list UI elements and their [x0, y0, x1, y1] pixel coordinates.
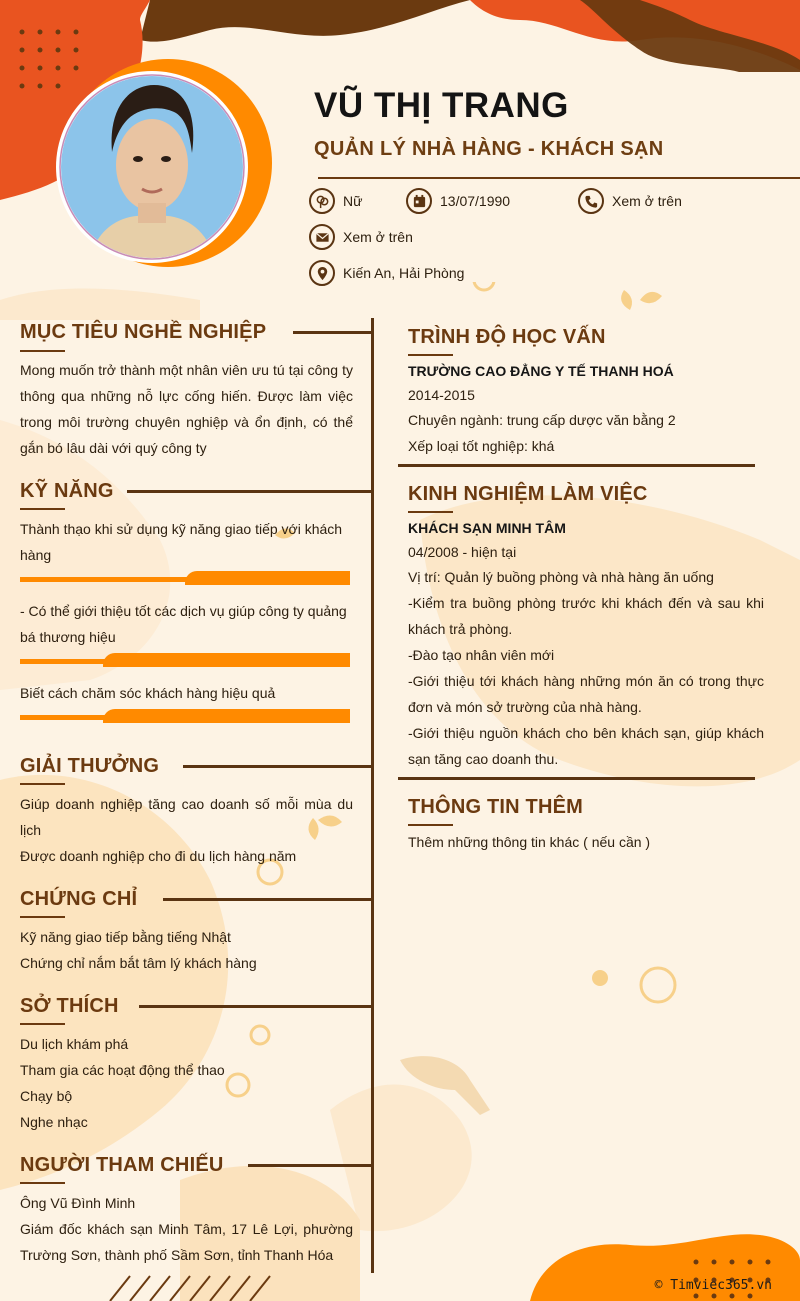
location-pin-icon: [309, 260, 335, 286]
hobby-item-1: Du lịch khám phá: [20, 1036, 129, 1052]
contact-email-value[interactable]: Xem ở trên: [343, 229, 413, 245]
education-title: TRÌNH ĐỘ HỌC VẤN: [408, 326, 606, 348]
contact-gender-value: Nữ: [343, 193, 363, 209]
experience-title: KINH NGHIỆM LÀM VIỆC: [408, 483, 648, 505]
skill-level-bar-1: [20, 571, 350, 585]
hobby-item-2: Tham gia các hoạt động thể thao: [20, 1062, 225, 1078]
experience-duty-4: -Giới thiệu nguồn khách cho bên khách sạn, giúp khách sạn tăng cao doanh thu.: [408, 725, 764, 767]
contact-phone: [578, 188, 682, 214]
skill-item-2: - Có thể giới thiệu tốt các dịch vụ giúp công ty quảng bá thương hiệu: [20, 603, 347, 645]
more-info-title: THÔNG TIN THÊM: [408, 796, 584, 818]
contact-gender: [309, 188, 362, 214]
profile-photo: [50, 57, 290, 277]
more-info-text: Thêm những thông tin khác ( nếu cần ): [408, 834, 651, 850]
certificates-title: CHỨNG CHỈ: [20, 888, 138, 910]
career-goal-text: Mong muốn trở thành một nhân viên ưu tú tại công ty thông qua những nỗ lực cống hiến. Được làm việc trong môi trường chuyên nghiệp và ổn định, có thể gắn bó lâu dài với quý công ty: [20, 362, 353, 456]
column-divider: [371, 318, 374, 1273]
skill-item-1: Thành thạo khi sử dụng kỹ năng giao tiếp với khách hàng: [20, 521, 343, 563]
experience-duty-3: -Giới thiệu tới khách hàng những món ăn có trong thực đơn và món sở trường của nhà hàng.: [408, 673, 764, 715]
footer-watermark: © Timviec365.vn: [654, 1278, 772, 1293]
experience-duty-2: -Đào tạo nhân viên mới: [408, 647, 555, 663]
skills-rule: [127, 490, 373, 493]
education-major: Chuyên ngành: trung cấp dược văn bằng 2: [408, 412, 676, 428]
contact-email: [309, 224, 413, 250]
career-goal-rule: [293, 331, 373, 334]
hobbies-title-underline: [20, 1023, 65, 1025]
contact-address-value: Kiến An, Hải Phòng: [343, 265, 465, 281]
education-period: 2014-2015: [408, 387, 475, 403]
award-item-1: Giúp doanh nghiệp tăng cao doanh số mỗi mùa du lịch: [20, 796, 353, 838]
profile-photo-frame: [50, 57, 290, 277]
certificate-item-2: Chứng chỉ nắm bắt tâm lý khách hàng: [20, 955, 257, 971]
skill-level-bar-3: [20, 709, 350, 723]
education-bottom-rule: [398, 464, 755, 467]
hobbies-rule: [139, 1005, 373, 1008]
hobby-item-3: Chạy bộ: [20, 1088, 73, 1104]
gender-icon: [309, 188, 335, 214]
references-title-underline: [20, 1182, 65, 1184]
awards-rule: [183, 765, 373, 768]
hobby-item-4: Nghe nhạc: [20, 1114, 88, 1130]
awards-title: GIẢI THƯỞNG: [20, 755, 160, 777]
experience-bottom-rule: [398, 777, 755, 780]
skill-level-fill: [185, 571, 350, 585]
education-title-underline: [408, 354, 453, 356]
experience-company: KHÁCH SẠN MINH TÂM: [408, 520, 566, 536]
reference-detail: Giám đốc khách sạn Minh Tâm, 17 Lê Lợi, phường Trường Sơn, thành phố Sầm Sơn, tỉnh Thanh Hóa: [20, 1221, 353, 1263]
references-title: NGƯỜI THAM CHIẾU: [20, 1154, 224, 1176]
candidate-name: VŨ THỊ TRANG: [314, 86, 569, 125]
contact-dob-value: 13/07/1990: [440, 193, 511, 209]
contact-dob: [406, 188, 510, 214]
experience-duty-1: -Kiểm tra buồng phòng trước khi khách đến và sau khi khách trả phòng.: [408, 595, 764, 637]
skills-title-underline: [20, 508, 65, 510]
reference-name: Ông Vũ Đình Minh: [20, 1195, 136, 1211]
education-grade: Xếp loại tốt nghiệp: khá: [408, 438, 555, 454]
career-goal-title: MỤC TIÊU NGHỀ NGHIỆP: [20, 321, 267, 343]
references-rule: [248, 1164, 373, 1167]
education-school: TRƯỜNG CAO ĐẲNG Y TẾ THANH HOÁ: [408, 363, 674, 379]
hobbies-title: SỞ THÍCH: [20, 995, 119, 1017]
experience-position: Vị trí: Quản lý buồng phòng và nhà hàng ăn uống: [408, 569, 714, 585]
calendar-icon: [406, 188, 432, 214]
experience-period: 04/2008 - hiện tại: [408, 544, 517, 560]
contact-address: [309, 260, 464, 286]
skills-title: KỸ NĂNG: [20, 480, 114, 502]
contact-phone-value[interactable]: Xem ở trên: [612, 193, 682, 209]
skill-level-bar-2: [20, 653, 350, 667]
certificates-title-underline: [20, 916, 65, 918]
email-icon: [309, 224, 335, 250]
header-divider: [318, 177, 800, 179]
career-goal-title-underline: [20, 350, 65, 352]
award-item-2: Được doanh nghiệp cho đi du lịch hàng năm: [20, 848, 297, 864]
skill-item-3: Biết cách chăm sóc khách hàng hiệu quả: [20, 685, 276, 701]
experience-title-underline: [408, 511, 453, 513]
certificates-rule: [163, 898, 373, 901]
more-info-title-underline: [408, 824, 453, 826]
skill-level-fill: [103, 653, 351, 667]
certificate-item-1: Kỹ năng giao tiếp bằng tiếng Nhật: [20, 929, 231, 945]
skill-level-fill: [103, 709, 351, 723]
phone-icon: [578, 188, 604, 214]
awards-title-underline: [20, 783, 65, 785]
candidate-role: QUẢN LÝ NHÀ HÀNG - KHÁCH SẠN: [314, 138, 664, 160]
